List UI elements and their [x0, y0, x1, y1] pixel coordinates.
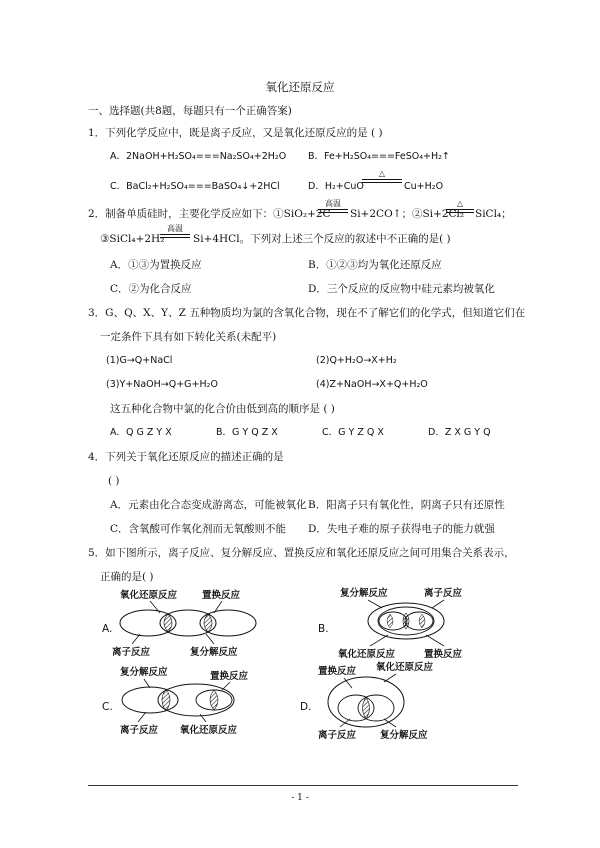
venn-a-bot2-label: 复分解反应: [190, 647, 238, 658]
q3-reaction-1: (1)G→Q+NaCl: [106, 355, 173, 366]
q2-option-b: B．①②③均为氧化还原反应: [308, 259, 442, 271]
q2-stem-mid2: SiCl₄；: [475, 208, 512, 220]
q3-reaction-3: (3)Y+NaOH→Q+G+H₂O: [106, 379, 218, 390]
q2-condition-3: 高温: [160, 224, 190, 238]
venn-c-bot1-label: 离子反应: [120, 725, 159, 736]
venn-b-bot1-label: 氧化还原反应: [338, 649, 396, 660]
venn-b-top2-label: 离子反应: [424, 588, 463, 599]
q2-condition-1: 高温: [318, 199, 348, 213]
q3-option-c: C．G Y Z Q X: [322, 427, 384, 438]
venn-c: [120, 666, 249, 736]
q5-option-d-label: D.: [300, 701, 312, 713]
q1-d-condition: △: [362, 169, 402, 183]
q3-line2: 一定条件下具有如下转化关系(未配平): [100, 331, 277, 343]
venn-a-overlap-1: [164, 614, 172, 632]
venn-c-top1-label: 复分解反应: [120, 667, 168, 678]
venn-d: [318, 661, 434, 741]
q1-option-c: C．BaCl₂+H₂SO₄===BaSO₄↓+2HCl: [110, 181, 280, 192]
q3-line1: 3．G、Q、X、Y、Z 五种物质均为氯的含氧化合物，现在不了解它们的化学式，但知道它们在: [88, 307, 526, 319]
venn-a-overlap-2: [204, 614, 212, 632]
venn-a-top2-label: 置换反应: [202, 590, 241, 601]
q2-option-a: A．①③为置换反应: [110, 259, 202, 271]
venn-c-bot2-label: 氧化还原反应: [180, 725, 238, 736]
q5-option-c-label: C.: [102, 701, 113, 713]
q2-line2-post: Si+4HCl。下列对上述三个反应的叙述中不正确的是( ): [193, 233, 451, 245]
q2-line2-pre: ③SiCl₄+2H₂: [100, 233, 165, 245]
q4-option-a: A．元素由化合态变成游离态，可能被氧化: [110, 499, 307, 511]
q4-option-b: B．阳离子只有氧化性，阴离子只有还原性: [308, 499, 505, 511]
q4-option-d: D．失电子难的原子获得电子的能力就强: [308, 523, 495, 535]
q5-option-b-label: B.: [318, 623, 329, 635]
q3-reaction-2: (2)Q+H₂O→X+H₂: [316, 355, 397, 366]
q3-line3: 这五种化合物中氯的化合价由低到高的顺序是 ( ): [110, 403, 335, 415]
q5-line2: 正确的是( ): [100, 571, 154, 583]
venn-b-top1-label: 复分解反应: [340, 588, 388, 599]
venn-a-bot1-label: 离子反应: [112, 647, 151, 658]
q5-option-a-label: A.: [102, 623, 113, 635]
q1-option-a: A．2NaOH+H₂SO₄===Na₂SO₄+2H₂O: [110, 151, 287, 162]
q2-stem: 2．制备单质硅时，主要化学反应如下：①SiO₂+2C: [88, 208, 331, 220]
q3-reaction-4: (4)Z+NaOH→X+Q+H₂O: [316, 379, 428, 390]
venn-c-top2-label: 置换反应: [210, 671, 249, 682]
q5-line1: 5．如下图所示，离子反应、复分解反应、置换反应和氧化还原反应之间可用集合关系表示，: [88, 547, 515, 559]
q3-option-d: D．Z X G Y Q: [428, 427, 491, 438]
venn-b: [338, 587, 463, 660]
q4-paren: ( ): [108, 475, 120, 487]
q3-option-b: B．G Y Q Z X: [216, 427, 278, 438]
venn-d-bot1-label: 离子反应: [318, 730, 357, 741]
venn-d-top1-label: 置换反应: [318, 666, 357, 677]
q2-stem-mid1: Si+2CO↑；②Si+2Cl₂: [350, 208, 465, 220]
page-number: - 1 -: [291, 793, 309, 803]
venn-d-top2-label: 氧化还原反应: [376, 662, 434, 673]
q2-condition-2: △: [446, 199, 474, 213]
footer-divider: [88, 785, 518, 786]
venn-b-bot2-label: 置换反应: [424, 649, 463, 660]
q1-option-b: B．Fe+H₂SO₄===FeSO₄+H₂↑: [308, 151, 450, 162]
q3-option-a: A．Q G Z Y X: [110, 427, 172, 438]
section-heading: 一、选择题(共8题，每题只有一个正确答案): [88, 105, 292, 117]
q4-stem: 4．下列关于氧化还原反应的描述正确的是: [88, 451, 284, 463]
venn-a-top1-label: 氧化还原反应: [120, 590, 178, 601]
venn-a: [112, 589, 256, 658]
q2-option-d: D．三个反应的反应物中硅元素均被氧化: [308, 283, 495, 295]
q1-stem: 1．下列化学反应中，既是离子反应，又是氧化还原反应的是 ( ): [88, 127, 383, 139]
q1-option-d-post: Cu+H₂O: [404, 181, 444, 192]
q4-option-c: C．含氧酸可作氧化剂而无氧酸则不能: [110, 523, 287, 535]
q1-option-d-pre: D．H₂+CuO: [308, 181, 364, 192]
page-title: 氧化还原反应: [265, 80, 335, 94]
q2-option-c: C．②为化合反应: [110, 283, 192, 295]
venn-d-bot2-label: 复分解反应: [380, 730, 428, 741]
